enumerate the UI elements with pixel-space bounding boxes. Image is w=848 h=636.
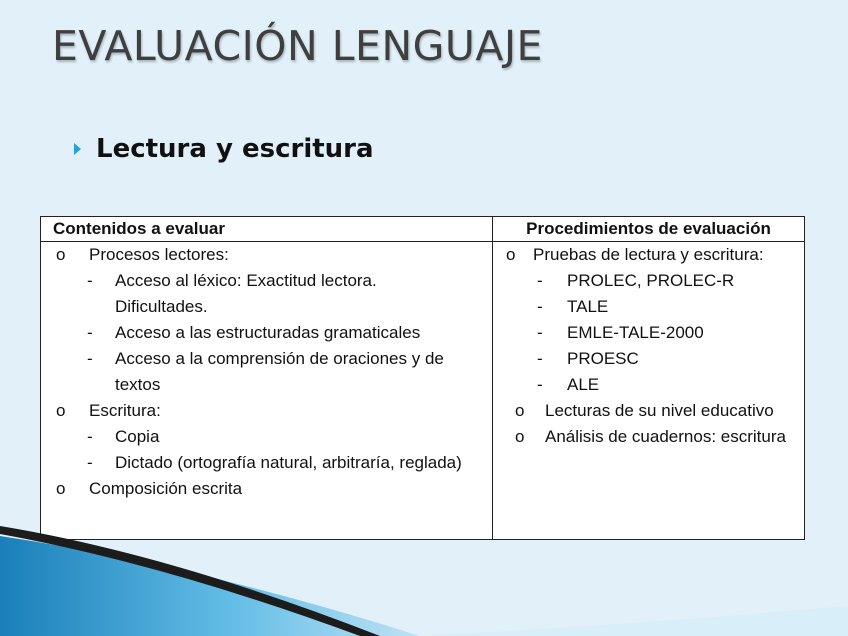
header-procedimientos: Procedimientos de evaluación bbox=[493, 217, 805, 242]
list-item bbox=[41, 320, 492, 346]
decorative-swoosh bbox=[0, 526, 848, 636]
header-contenidos: Contenidos a evaluar bbox=[41, 217, 493, 242]
list-item bbox=[41, 346, 492, 372]
circle-bullet-marker: o bbox=[515, 427, 525, 446]
list-item bbox=[41, 242, 492, 268]
list-item bbox=[493, 398, 804, 424]
list-item bbox=[41, 424, 492, 450]
list-item bbox=[493, 268, 804, 294]
table-header-row bbox=[41, 217, 805, 242]
cell-procedimientos bbox=[493, 242, 805, 540]
slide-title: EVALUACIÓN LENGUAJE bbox=[52, 22, 543, 70]
blue-swoosh-shape bbox=[0, 536, 420, 636]
dash-bullet-marker: - bbox=[537, 297, 543, 316]
list-item-text: Copia bbox=[115, 427, 160, 446]
list-item-text: Dificultades. bbox=[115, 297, 208, 316]
list-item-text: Acceso al léxico: Exactitud lectora. bbox=[115, 271, 377, 290]
circle-bullet-marker: o bbox=[56, 245, 66, 264]
list-item bbox=[493, 372, 804, 398]
circle-bullet-marker: o bbox=[515, 401, 525, 420]
circle-bullet-marker: o bbox=[56, 401, 66, 420]
list-item bbox=[41, 450, 492, 476]
cell-contenidos bbox=[41, 242, 493, 540]
list-item-text: Escritura: bbox=[89, 401, 161, 420]
list-item-text: Dictado (ortografía natural, arbitraría, reglada) bbox=[115, 453, 462, 472]
dash-bullet-marker: - bbox=[537, 349, 543, 368]
table-body-row bbox=[41, 242, 805, 540]
dash-bullet-marker: - bbox=[87, 427, 93, 446]
list-item bbox=[41, 294, 492, 320]
list-item bbox=[493, 294, 804, 320]
dash-bullet-marker: - bbox=[537, 375, 543, 394]
list-item-text: Composición escrita bbox=[89, 479, 243, 498]
list-item-text: ALE bbox=[567, 375, 600, 394]
light-swoosh-shape bbox=[420, 606, 848, 636]
list-item bbox=[493, 242, 804, 268]
list-item bbox=[41, 268, 492, 294]
contenidos-list bbox=[41, 242, 492, 502]
circle-bullet-marker: o bbox=[56, 479, 66, 498]
list-item-text: Pruebas de lectura y escritura: bbox=[533, 245, 764, 264]
dash-bullet-marker: - bbox=[537, 323, 543, 342]
triangle-bullet-icon bbox=[74, 143, 81, 155]
list-item bbox=[493, 346, 804, 372]
bullet-item bbox=[74, 134, 374, 164]
list-item-text: Acceso a las estructuradas gramaticales bbox=[115, 323, 421, 342]
list-item-text: TALE bbox=[567, 297, 609, 316]
dash-bullet-marker: - bbox=[87, 323, 93, 342]
list-item-text: Lecturas de su nivel educativo bbox=[545, 401, 774, 420]
procedimientos-list bbox=[493, 242, 804, 450]
list-item bbox=[493, 320, 804, 346]
dash-bullet-marker: - bbox=[87, 453, 93, 472]
list-item-text: PROLEC, PROLEC-R bbox=[567, 271, 735, 290]
list-item-text: Acceso a la comprensión de oraciones y de bbox=[115, 349, 444, 368]
list-item-text: Procesos lectores: bbox=[89, 245, 229, 264]
list-item-text: Análisis de cuadernos: escritura bbox=[545, 427, 786, 446]
dash-bullet-marker: - bbox=[87, 271, 93, 290]
list-item bbox=[493, 424, 804, 450]
list-item-text: textos bbox=[115, 375, 161, 394]
list-item-text: EMLE-TALE-2000 bbox=[567, 323, 704, 342]
list-item bbox=[41, 372, 492, 398]
list-item bbox=[41, 476, 492, 502]
dash-bullet-marker: - bbox=[87, 349, 93, 368]
evaluation-table bbox=[40, 216, 805, 540]
dash-bullet-marker: - bbox=[537, 271, 543, 290]
list-item-text: PROESC bbox=[567, 349, 639, 368]
circle-bullet-marker: o bbox=[506, 245, 516, 264]
list-item bbox=[41, 398, 492, 424]
bullet-text: Lectura y escritura bbox=[96, 134, 374, 164]
